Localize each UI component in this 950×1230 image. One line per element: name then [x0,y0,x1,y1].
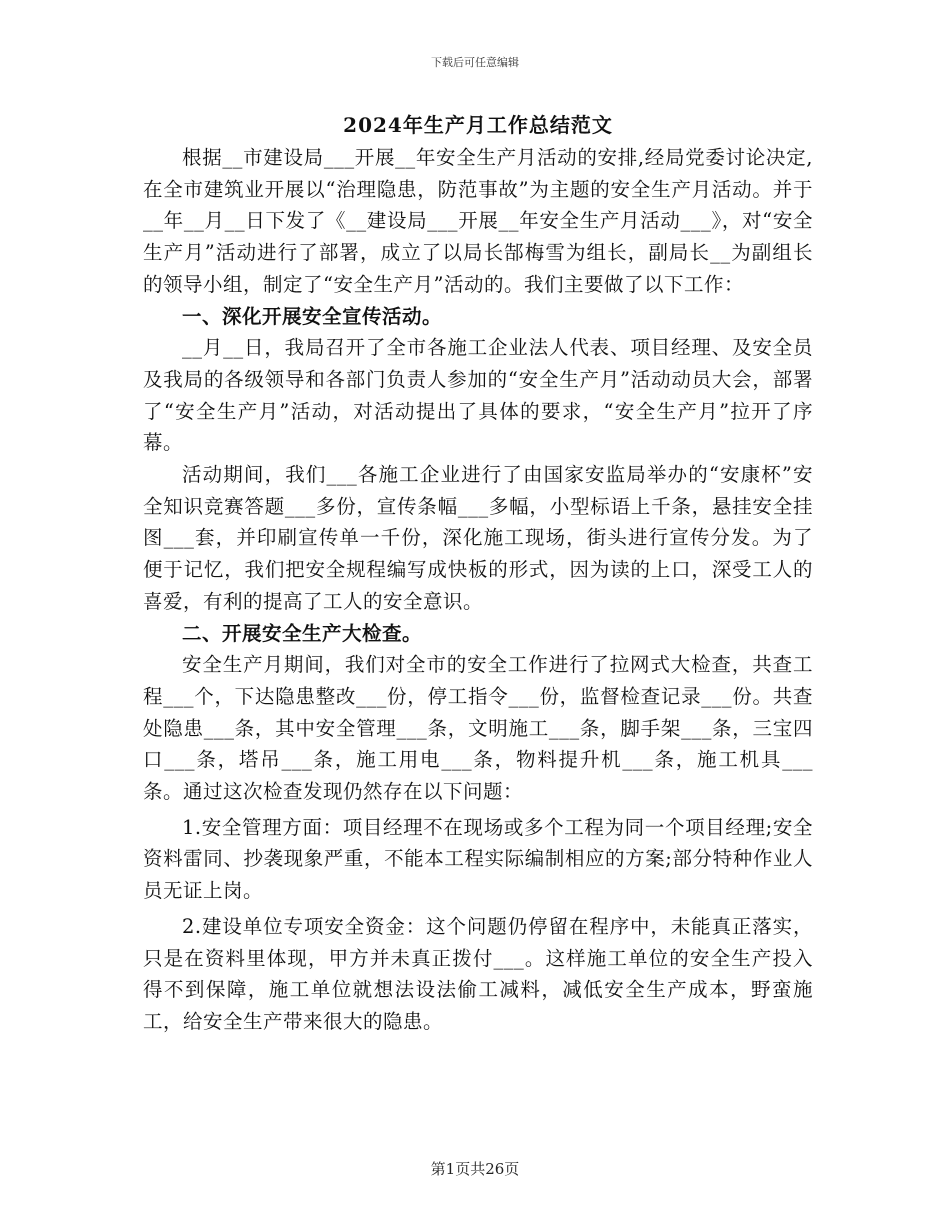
page-number: 第1页共26页 [430,1160,520,1178]
paragraph-issue-2: 2.建设单位专项安全资金：这个问题仍停留在程序中，未能真正落实，只是在资料里体现，甲方并未真正拨付___。这样施工单位的安全生产投入得不到保障，施工单位就想法设法偷工减料，减低安全生产成本，野蛮施工，给安全生产带来很大的隐患。 [143,914,813,1033]
document-title: 2024年生产月工作总结范文 [343,113,613,137]
paragraph-inspection: 安全生产月期间，我们对全市的安全工作进行了拉网式大检查，共查工程___个，下达隐患整改___份，停工指令___份，监督检查记录___份。共查处隐患___条，其中安全管理___条，文明施工___条，脚手架___条，三宝四口___条，塔吊___条，施工用电___条，物料提升机___条，施工机具___条。通过这次检查发现仍然存在以下问题： [143,653,813,804]
header-note: 下载后可任意编辑 [431,56,519,69]
paragraph-meeting: __月__日，我局召开了全市各施工企业法人代表、项目经理、及安全员及我局的各级领导和各部门负责人参加的“安全生产月”活动动员大会，部署了“安全生产月”活动，对活动提出了具体的要求，“安全生产月”拉开了序幕。 [143,336,813,455]
document-body [143,110,813,1038]
paragraph-issue-1: 1.安全管理方面：项目经理不在现场或多个工程为同一个项目经理;安全资料雷同、抄袭现象严重，不能本工程实际编制相应的方案;部分特种作业人员无证上岗。 [143,815,813,903]
section-heading-1: 一、深化开展安全宣传活动。 [182,304,443,328]
paragraph-activities: 活动期间，我们___各施工企业进行了由国家安监局举办的“安康杯”安全知识竞赛答题___多份，宣传条幅___多幅，小型标语上千条，悬挂安全挂图___套，并印刷宣传单一千份，深化施工现场，街头进行宣传分发。为了便于记忆，我们把安全规程编写成快板的形式，因为读的上口，深受工人的喜爱，有利的提高了工人的安全意识。 [143,463,813,613]
section-heading-2: 二、开展安全生产大检查。 [182,621,423,645]
paragraph-intro: 根据__市建设局___开展__年安全生产月活动的安排,经局党委讨论决定,在全市建筑业开展以“治理隐患，防范事故”为主题的安全生产月活动。并于__年__月__日下发了《__建设局___开展__年安全生产月活动___》，对“安全生产月”活动进行了部署，成立了以局长郜梅雪为组长，副局长__为副组长的领导小组，制定了“安全生产月”活动的。我们主要做了以下工作： [143,146,813,296]
